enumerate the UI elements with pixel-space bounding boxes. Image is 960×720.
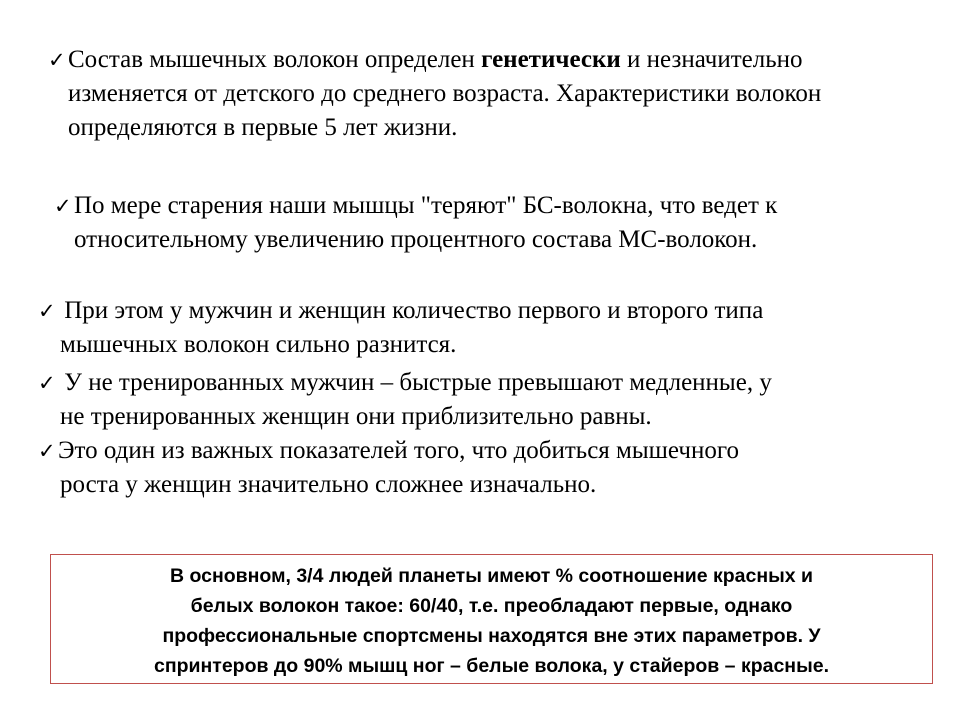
bullet-line: роста у женщин значительно сложнее изначально. (60, 471, 597, 498)
checkmark-icon: ✓ (54, 194, 72, 218)
bullet-untrained (38, 366, 772, 434)
bullet-line: У не тренированных мужчин – быстрые превышают медленные, у (58, 369, 772, 396)
checkmark-icon: ✓ (38, 371, 56, 395)
bullet-indicator (38, 434, 739, 502)
bullet-line: относительному увеличению процентного состава МС-волокон. (74, 226, 758, 253)
bullet-line: не тренированных женщин они приблизительно равны. (60, 403, 652, 430)
checkmark-icon: ✓ (38, 439, 56, 463)
summary-callout-box (50, 554, 933, 684)
callout-line: белых волокон такое: 60/40, т.е. преобладают первые, однако (190, 595, 793, 617)
callout-line: профессиональные спортсмены находятся вне этих параметров. У (162, 625, 821, 647)
bullet-line: изменяется от детского до среднего возраста. Характеристики волокон (68, 80, 822, 107)
callout-line: спринтеров до 90% мышц ног – белые волока, у стайеров – красные. (153, 655, 830, 677)
bullet-line: При этом у мужчин и женщин количество первого и второго типа (58, 297, 764, 324)
bullet-line: Это один из важных показателей того, что добиться мышечного (58, 437, 739, 464)
bullet-aging (54, 189, 777, 257)
bullet-line: определяются в первые 5 лет жизни. (68, 114, 458, 141)
emphasis-genetically: генетически (481, 46, 621, 73)
bullet-line: По мере старения наши мышцы "теряют" БС-волокна, что ведет к (74, 192, 778, 219)
callout-line: В основном, 3/4 людей планеты имеют % соотношение красных и (169, 565, 814, 587)
bullet-line: Состав мышечных волокон определен генетически и незначительно (68, 46, 803, 73)
bullet-genetics (48, 43, 821, 145)
checkmark-icon: ✓ (48, 48, 66, 72)
bullet-line: мышечных волокон сильно разнится. (60, 331, 457, 358)
checkmark-icon: ✓ (38, 299, 56, 323)
bullet-gender-difference (38, 294, 763, 362)
